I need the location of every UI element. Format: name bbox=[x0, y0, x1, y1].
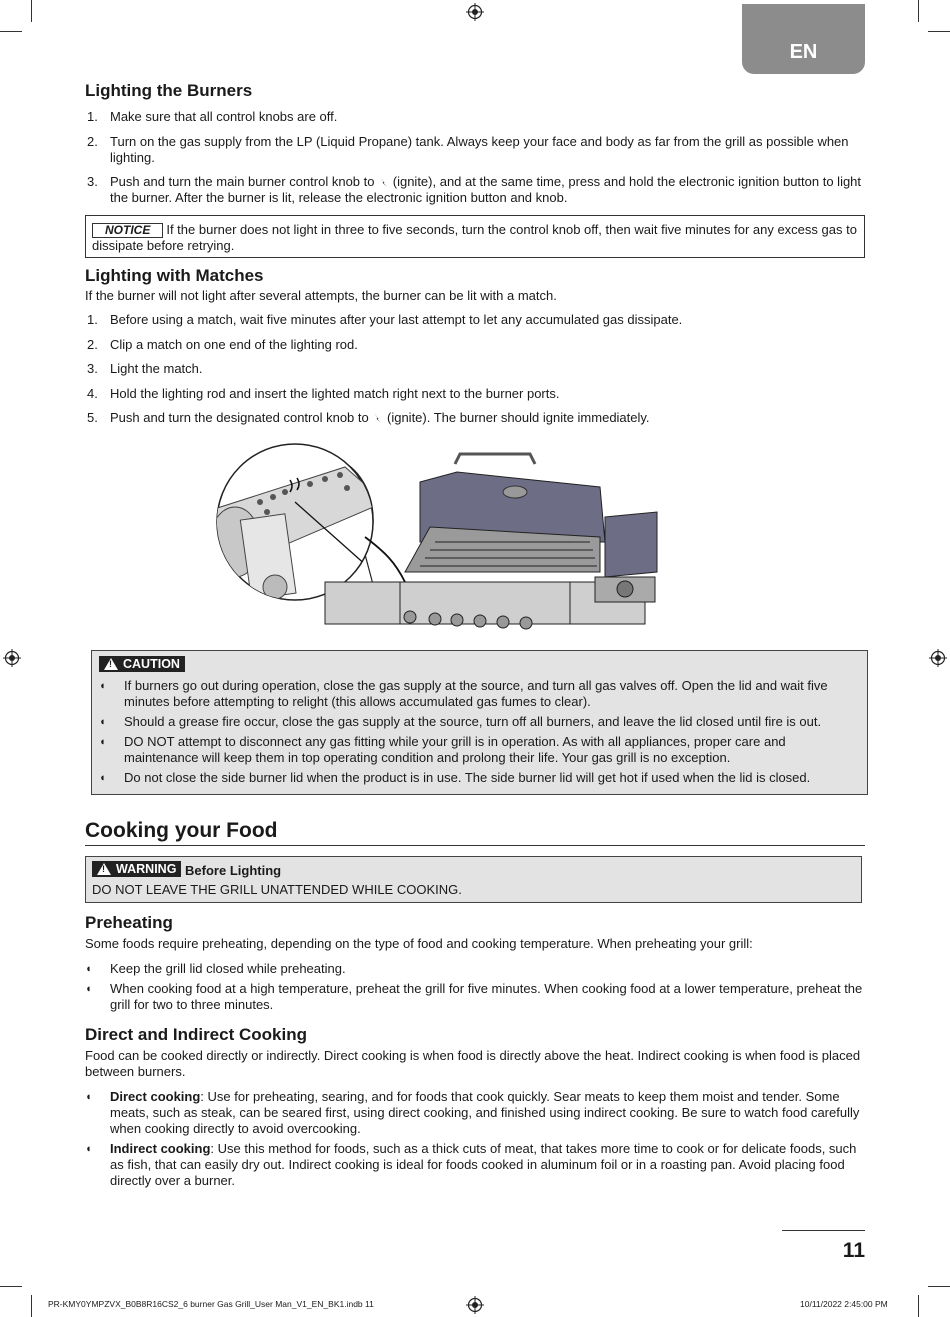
caution-box bbox=[91, 650, 868, 795]
term: Direct cooking bbox=[110, 1088, 201, 1104]
section-heading-lighting-burners: Lighting the Burners bbox=[85, 81, 253, 100]
caution-label bbox=[99, 656, 185, 672]
list-item bbox=[85, 174, 865, 206]
crop-mark bbox=[928, 31, 950, 32]
notice-text: If the burner does not light in three to five seconds, turn the control knob off, then wait five minutes for any excess gas to dissipate before retrying. bbox=[92, 221, 857, 253]
crop-mark bbox=[0, 1286, 22, 1287]
step-text: Clip a match on one end of the lighting rod. bbox=[110, 336, 358, 352]
preheating-text: Keep the grill lid closed while preheating. bbox=[110, 960, 346, 976]
ignite-icon bbox=[378, 176, 389, 187]
lighting-burners-steps bbox=[85, 109, 865, 206]
language-tab: EN bbox=[742, 4, 865, 74]
step-number: 5. bbox=[87, 410, 98, 425]
page-content bbox=[85, 80, 865, 1194]
bullet-arrow-icon: ◖ bbox=[85, 1143, 92, 1155]
crop-mark bbox=[928, 1286, 950, 1287]
term: Indirect cooking bbox=[110, 1141, 211, 1156]
section-heading-preheating: Preheating bbox=[85, 913, 173, 932]
footer-file-name: PR-KMY0YMPZVX_B0B8R16CS2_6 burner Gas Grill_User Man_V1_EN_BK1.indb 11 bbox=[48, 1299, 374, 1309]
step-number: 1. bbox=[87, 312, 98, 327]
step-number: 3. bbox=[87, 361, 98, 376]
list-item bbox=[99, 714, 860, 730]
registration-mark-icon bbox=[3, 649, 21, 667]
bullet-arrow-icon: ◖ bbox=[99, 736, 106, 748]
bullet-arrow-icon: ◖ bbox=[85, 962, 92, 975]
section-heading-cooking: Cooking your Food bbox=[85, 818, 865, 846]
lighting-matches-intro: If the burner will not light after several attempts, the burner can be lit with a match. bbox=[85, 287, 557, 303]
grill-lighting-illustration bbox=[85, 442, 865, 637]
term-text: : Use this method for foods, such as a thick cuts of meat, that takes more time to cook or for delicate foods, such as fish, that can easily dry out. Indirect cooking is ideal for foods cooked in aluminum foil or in a roasting pan. Avoid placing food directly over a burner. bbox=[110, 1141, 857, 1188]
warning-text: DO NOT LEAVE THE GRILL UNATTENDED WHILE COOKING. bbox=[92, 882, 462, 897]
caution-text: If burners go out during operation, close the gas supply at the source, and turn all gas valves off. Open the lid and wait five minutes before attempting to relight (this allows accumulated gas fumes to clear). bbox=[124, 678, 828, 709]
step-text: (ignite), and at the same time, press and hold the electronic ignition button to light the burner. After the burner is lit, release the electronic ignition button and knob. bbox=[110, 174, 862, 205]
step-number: 3. bbox=[87, 174, 98, 189]
warning-label-text: WARNING bbox=[116, 862, 177, 876]
grill-illustration-icon bbox=[85, 442, 865, 637]
list-item bbox=[99, 734, 860, 766]
crop-mark bbox=[918, 1295, 919, 1317]
bullet-arrow-icon: ◖ bbox=[85, 983, 92, 995]
footer-timestamp: 10/11/2022 2:45:00 PM bbox=[800, 1299, 888, 1309]
caution-label-text: CAUTION bbox=[123, 657, 180, 671]
list-item bbox=[85, 981, 865, 1013]
crop-mark bbox=[31, 0, 32, 22]
list-item bbox=[85, 1141, 865, 1189]
step-text: Light the match. bbox=[110, 361, 203, 376]
step-text: Make sure that all control knobs are off. bbox=[110, 109, 338, 124]
caution-text: Should a grease fire occur, close the gas supply at the source, turn off all burners, and leave the lid closed until fire is out. bbox=[124, 714, 822, 729]
notice-box bbox=[85, 215, 865, 258]
warning-title: Before Lighting bbox=[185, 863, 282, 878]
step-text: Push and turn the main burner control knob to bbox=[110, 174, 375, 189]
bullet-arrow-icon: ◖ bbox=[99, 716, 106, 728]
crop-mark bbox=[31, 1295, 32, 1317]
registration-mark-icon bbox=[466, 3, 484, 21]
list-item bbox=[85, 386, 865, 402]
step-text: Turn on the gas supply from the LP (Liquid Propane) tank. Always keep your face and body as far from the grill as possible when lighting. bbox=[110, 133, 849, 165]
step-number: 2. bbox=[87, 133, 98, 149]
caution-text: DO NOT attempt to disconnect any gas fitting while your grill is in operation. As with all appliances, proper care and maintenance will keep them in top operating condition and prolong their life. Your gas grill is no exception. bbox=[124, 734, 786, 765]
step-number: 4. bbox=[87, 385, 98, 401]
direct-indirect-intro: Food can be cooked directly or indirectly. Direct cooking is when food is directly above the heat. Indirect cooking is when food is placed between burners. bbox=[85, 1048, 861, 1079]
section-heading-lighting-matches: Lighting with Matches bbox=[85, 265, 264, 285]
list-item bbox=[85, 961, 865, 977]
list-item bbox=[85, 134, 865, 166]
preheating-intro: Some foods require preheating, depending on the type of food and cooking temperature. When preheating your grill: bbox=[85, 936, 753, 951]
direct-indirect-list bbox=[85, 1089, 865, 1190]
warning-triangle-icon bbox=[97, 863, 111, 875]
list-item bbox=[85, 337, 865, 353]
list-item bbox=[99, 678, 860, 710]
step-text: Before using a match, wait five minutes after your last attempt to let any accumulated gas dissipate. bbox=[110, 312, 683, 327]
step-number: 2. bbox=[87, 336, 98, 352]
preheating-text: When cooking food at a high temperature, preheat the grill for five minutes. When cooking food at a lower temperature, preheat the grill for two to three minutes. bbox=[110, 981, 863, 1012]
list-item bbox=[99, 770, 860, 786]
crop-mark bbox=[0, 31, 22, 32]
bullet-arrow-icon: ◖ bbox=[85, 1090, 92, 1103]
lighting-matches-steps bbox=[85, 312, 865, 426]
step-text: Push and turn the designated control knob to bbox=[110, 410, 369, 425]
bullet-arrow-icon: ◖ bbox=[99, 772, 106, 784]
list-item bbox=[85, 1089, 865, 1137]
list-item bbox=[85, 109, 865, 125]
registration-mark-icon bbox=[466, 1296, 484, 1314]
preheating-list bbox=[85, 961, 865, 1014]
section-heading-direct-indirect: Direct and Indirect Cooking bbox=[85, 1025, 307, 1044]
list-item bbox=[85, 410, 865, 426]
step-number: 1. bbox=[87, 109, 98, 124]
registration-mark-icon bbox=[929, 649, 947, 667]
caution-text: Do not close the side burner lid when the product is in use. The side burner lid will get hot if used when the lid is closed. bbox=[124, 770, 811, 785]
caution-list bbox=[99, 678, 860, 786]
term-text: : Use for preheating, searing, and for foods that cook quickly. Sear meats to keep them moist and tender. Some meats, such as steak, can be seared first, using direct cooking, and finished using indirect cooking. Be sure to watch food carefully when cooking directly to avoid overcooking. bbox=[110, 1088, 860, 1136]
ignite-icon bbox=[372, 412, 383, 423]
step-text: Hold the lighting rod and insert the lighted match right next to the burner ports. bbox=[110, 385, 560, 401]
warning-box bbox=[85, 856, 862, 903]
crop-mark bbox=[918, 0, 919, 22]
warning-label bbox=[92, 861, 181, 877]
bullet-arrow-icon: ◖ bbox=[99, 680, 106, 692]
list-item bbox=[85, 312, 865, 328]
notice-label: NOTICE bbox=[92, 223, 163, 238]
list-item bbox=[85, 361, 865, 377]
warning-triangle-icon bbox=[104, 658, 118, 670]
step-text: (ignite). The burner should ignite immediately. bbox=[387, 410, 650, 425]
page-number: 11 bbox=[782, 1230, 865, 1263]
